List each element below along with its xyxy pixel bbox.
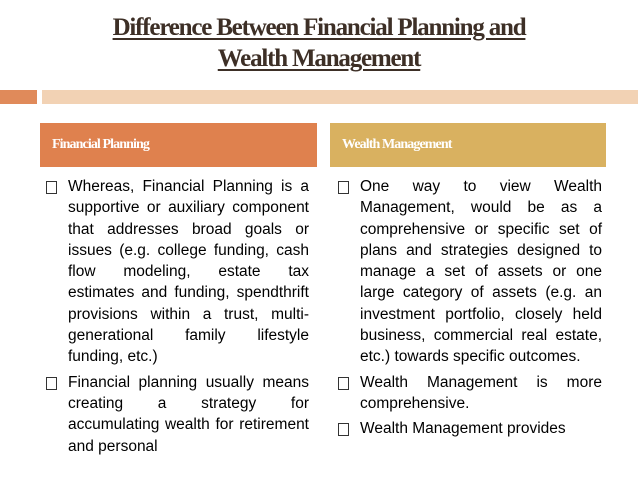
accent-bar-dark [0,90,37,104]
bullet-item [338,372,602,415]
bullet-text: Wealth Management provides [360,420,566,438]
bullet-square-icon [46,176,68,368]
bullet-square-icon [338,372,360,415]
bullet-item [46,372,309,457]
accent-bar-light [42,90,638,104]
wealth-management-header: Wealth Management [330,123,606,167]
bullet-square-icon [338,176,360,368]
bullet-item [338,418,602,439]
slide-title [0,12,638,74]
bullet-text: Wealth Management is more comprehensive. [360,373,602,412]
title-line-2: Wealth Management [217,45,421,72]
bullet-text: Whereas, Financial Planning is a supportive or auxiliary component that addresses broad goals or issues (e.g. college funding, cash flow modeling, estate tax estimates and funding, spendthrift provisions within a trust, multi-generational family lifestyle funding, etc.) [68,178,309,366]
title-line-1: Difference Between Financial Planning and [112,14,526,41]
bullet-square-icon [46,372,68,457]
bullet-text: One way to view Wealth Management, would be as a comprehensive or specific set of plans and strategies designed to manage a set of assets or one large category of assets (e.g. an investment portfolio, closely held business, commercial real estate, etc.) towards specific outcomes. [360,178,602,366]
bullet-item [338,176,602,368]
bullet-square-icon [338,418,360,439]
bullet-item [46,176,309,368]
bullet-text: Financial planning usually means creating a strategy for accumulating wealth for retirement and personal [68,373,309,455]
wealth-management-column [338,176,602,444]
financial-planning-column [46,176,309,461]
financial-planning-header: Financial Planning [40,123,317,167]
